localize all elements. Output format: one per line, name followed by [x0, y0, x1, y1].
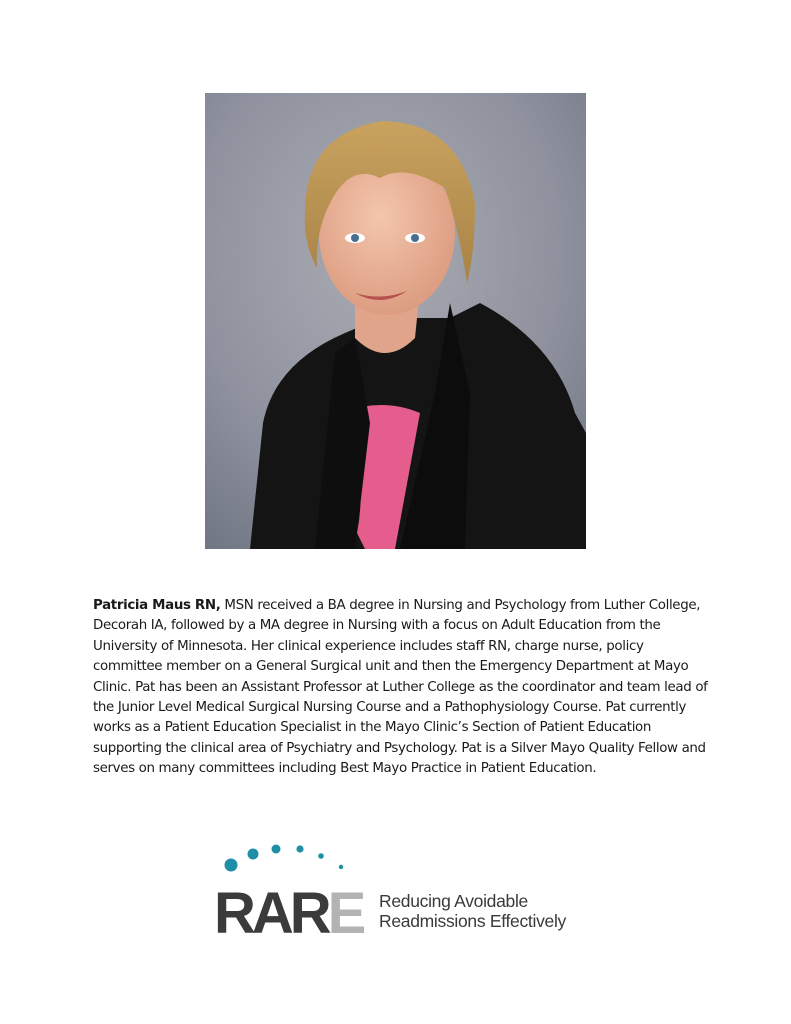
- rare-logo: [214, 838, 574, 938]
- tagline-line-2: Readmissions Effectively: [379, 911, 567, 931]
- rare-tagline: [379, 891, 566, 931]
- biography-paragraph: [93, 596, 713, 780]
- bio-name: Patricia Maus RN,: [93, 598, 221, 613]
- portrait-photo: [205, 93, 586, 549]
- tagline-line-1: Reducing Avoidable: [379, 891, 528, 911]
- bio-text: MSN received a BA degree in Nursing and Psychology from Luther College, Decorah IA, followed by a MA degree in Nursing with a focus on Adult Education from the University of Minnesota. Her clinical experience includes staff RN, charge nurse, policy committee member on a General Surgical unit and then the Emergency Department at Mayo Clinic. Pat has been an Assistant Professor at Luther College as the coordinator and team lead of the Junior Level Medical Surgical Nursing Course and a Pathophysiology Course. Pat currently works as a Patient Education Specialist in the Mayo Clinic’s Section of Patient Education supporting the clinical area of Psychiatry and Psychology. Pat is a Silver Mayo Quality Fellow and serves on many committees including Best Mayo Practice in Patient Education.: [93, 598, 708, 777]
- rare-logo-mark: [214, 838, 364, 938]
- rare-wordmark: RARE: [214, 881, 363, 938]
